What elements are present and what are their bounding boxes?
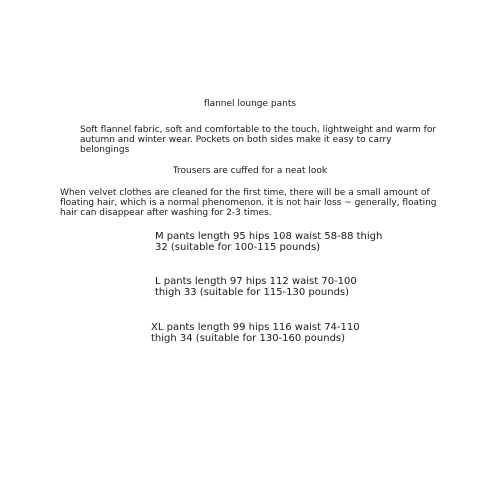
product-title: flannel lounge pants xyxy=(203,99,297,109)
size-spec-m: M pants length 95 hips 108 waist 58-88 thigh 32 (suitable for 100-115 pounds) xyxy=(155,231,383,253)
product-description: Soft flannel fabric, soft and comfortable to the touch, lightweight and warm for autumn and winter wear. Pockets on both sides make it easy to carry belongings xyxy=(80,125,437,155)
size-spec-xl: XL pants length 99 hips 116 waist 74-110 thigh 34 (suitable for 130-160 pounds) xyxy=(151,322,360,344)
care-note: When velvet clothes are cleaned for the first time, there will be a small amount of floating hair, which is a normal phenomenon. it is not hair loss ~ generally, floating hair can disappear after washing for 2-3 times. xyxy=(60,188,437,218)
cuff-note: Trousers are cuffed for a neat look xyxy=(172,166,328,176)
size-spec-l: L pants length 97 hips 112 waist 70-100 thigh 33 (suitable for 115-130 pounds) xyxy=(155,276,357,298)
